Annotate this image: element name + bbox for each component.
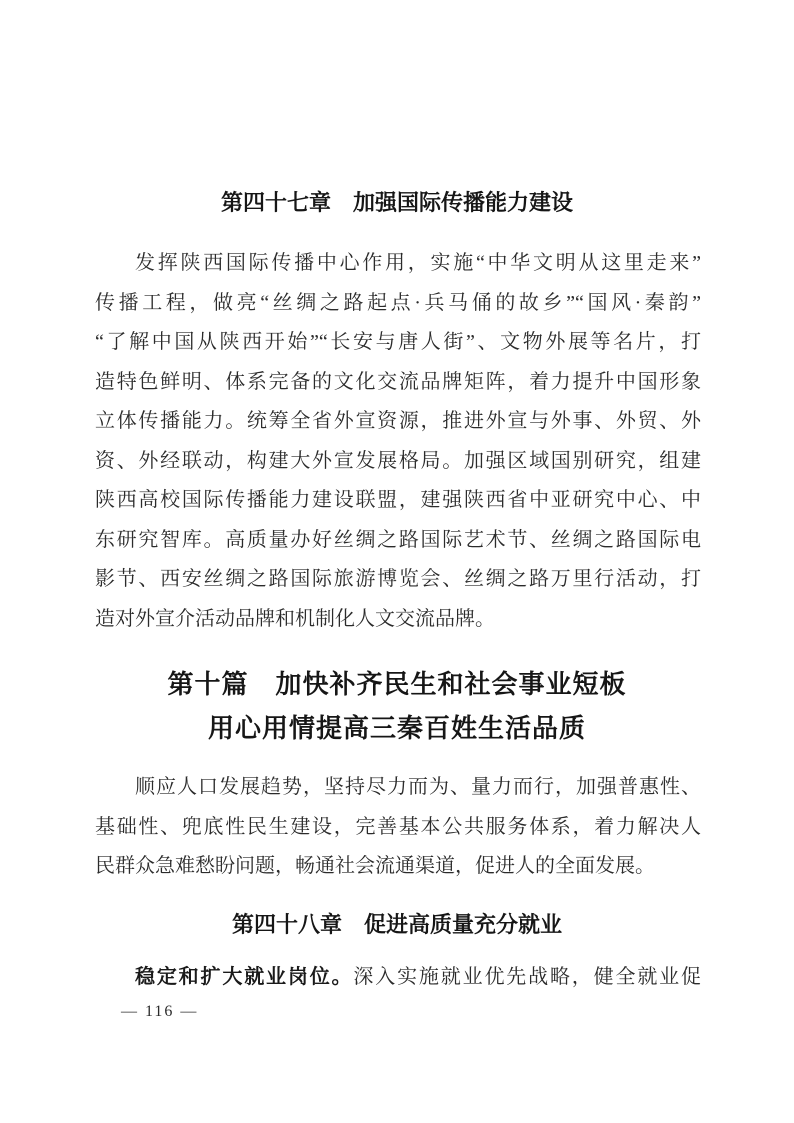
- text-line: 造特色鲜明、体系完备的文化交流品牌矩阵，着力提升中国形象: [95, 370, 701, 393]
- text-line: [95, 958, 701, 998]
- paragraph-employment: [95, 958, 701, 998]
- text-line: 造对外宣介活动品牌和机制化人文交流品牌。: [95, 607, 495, 630]
- text-line: 顺应人口发展趋势，坚持尽力而为、量力而行，加强普惠性、: [135, 776, 701, 798]
- text-line: 发挥陕西国际传播中心作用，实施“中华文明从这里走来”: [135, 252, 701, 274]
- text-line: 资、外经联动，构建大外宣发展格局。加强区域国别研究，组建: [95, 449, 701, 472]
- employment-rest: 深入实施就业优先战略，健全就业促: [353, 966, 701, 988]
- text-line: 陕西高校国际传播能力建设联盟，建强陕西省中亚研究中心、中: [95, 489, 701, 511]
- part-10-title: [0, 662, 794, 750]
- text-line: 立体传播能力。统筹全省外宣资源，推进外宣与外事、外贸、外: [95, 410, 701, 432]
- text-line: 影节、西安丝绸之路国际旅游博览会、丝绸之路万里行活动，打: [95, 568, 701, 590]
- text-line: 民群众急难愁盼问题，畅通社会流通渠道，促进人的全面发展。: [95, 855, 655, 877]
- page-number: — 116 —: [121, 1003, 199, 1020]
- part-10-title-line1: 第十篇 加快补齐民生和社会事业短板: [167, 669, 627, 699]
- text-line: 东研究智库。高质量办好丝绸之路国际艺术节、丝绸之路国际电: [95, 528, 701, 551]
- chapter-47-heading: 第四十七章 加强国际传播能力建设: [220, 190, 573, 215]
- chapter-48-heading: 第四十八章 促进高质量充分就业: [231, 912, 562, 937]
- paragraph-intl-communication: [95, 244, 701, 639]
- text-line: “了解中国从陕西开始”“长安与唐人街”、文物外展等名片，打: [95, 331, 701, 353]
- part-10-title-line2: 用心用情提高三秦百姓生活品质: [207, 713, 586, 743]
- text-line: 传播工程，做亮“丝绸之路起点·兵马俑的故乡”“国风·秦韵”: [95, 291, 701, 314]
- text-line: 基础性、兜底性民生建设，完善基本公共服务体系，着力解决人: [95, 815, 701, 838]
- employment-lead-bold: 稳定和扩大就业岗位。: [135, 966, 354, 988]
- paragraph-people-livelihood-intro: [95, 768, 701, 887]
